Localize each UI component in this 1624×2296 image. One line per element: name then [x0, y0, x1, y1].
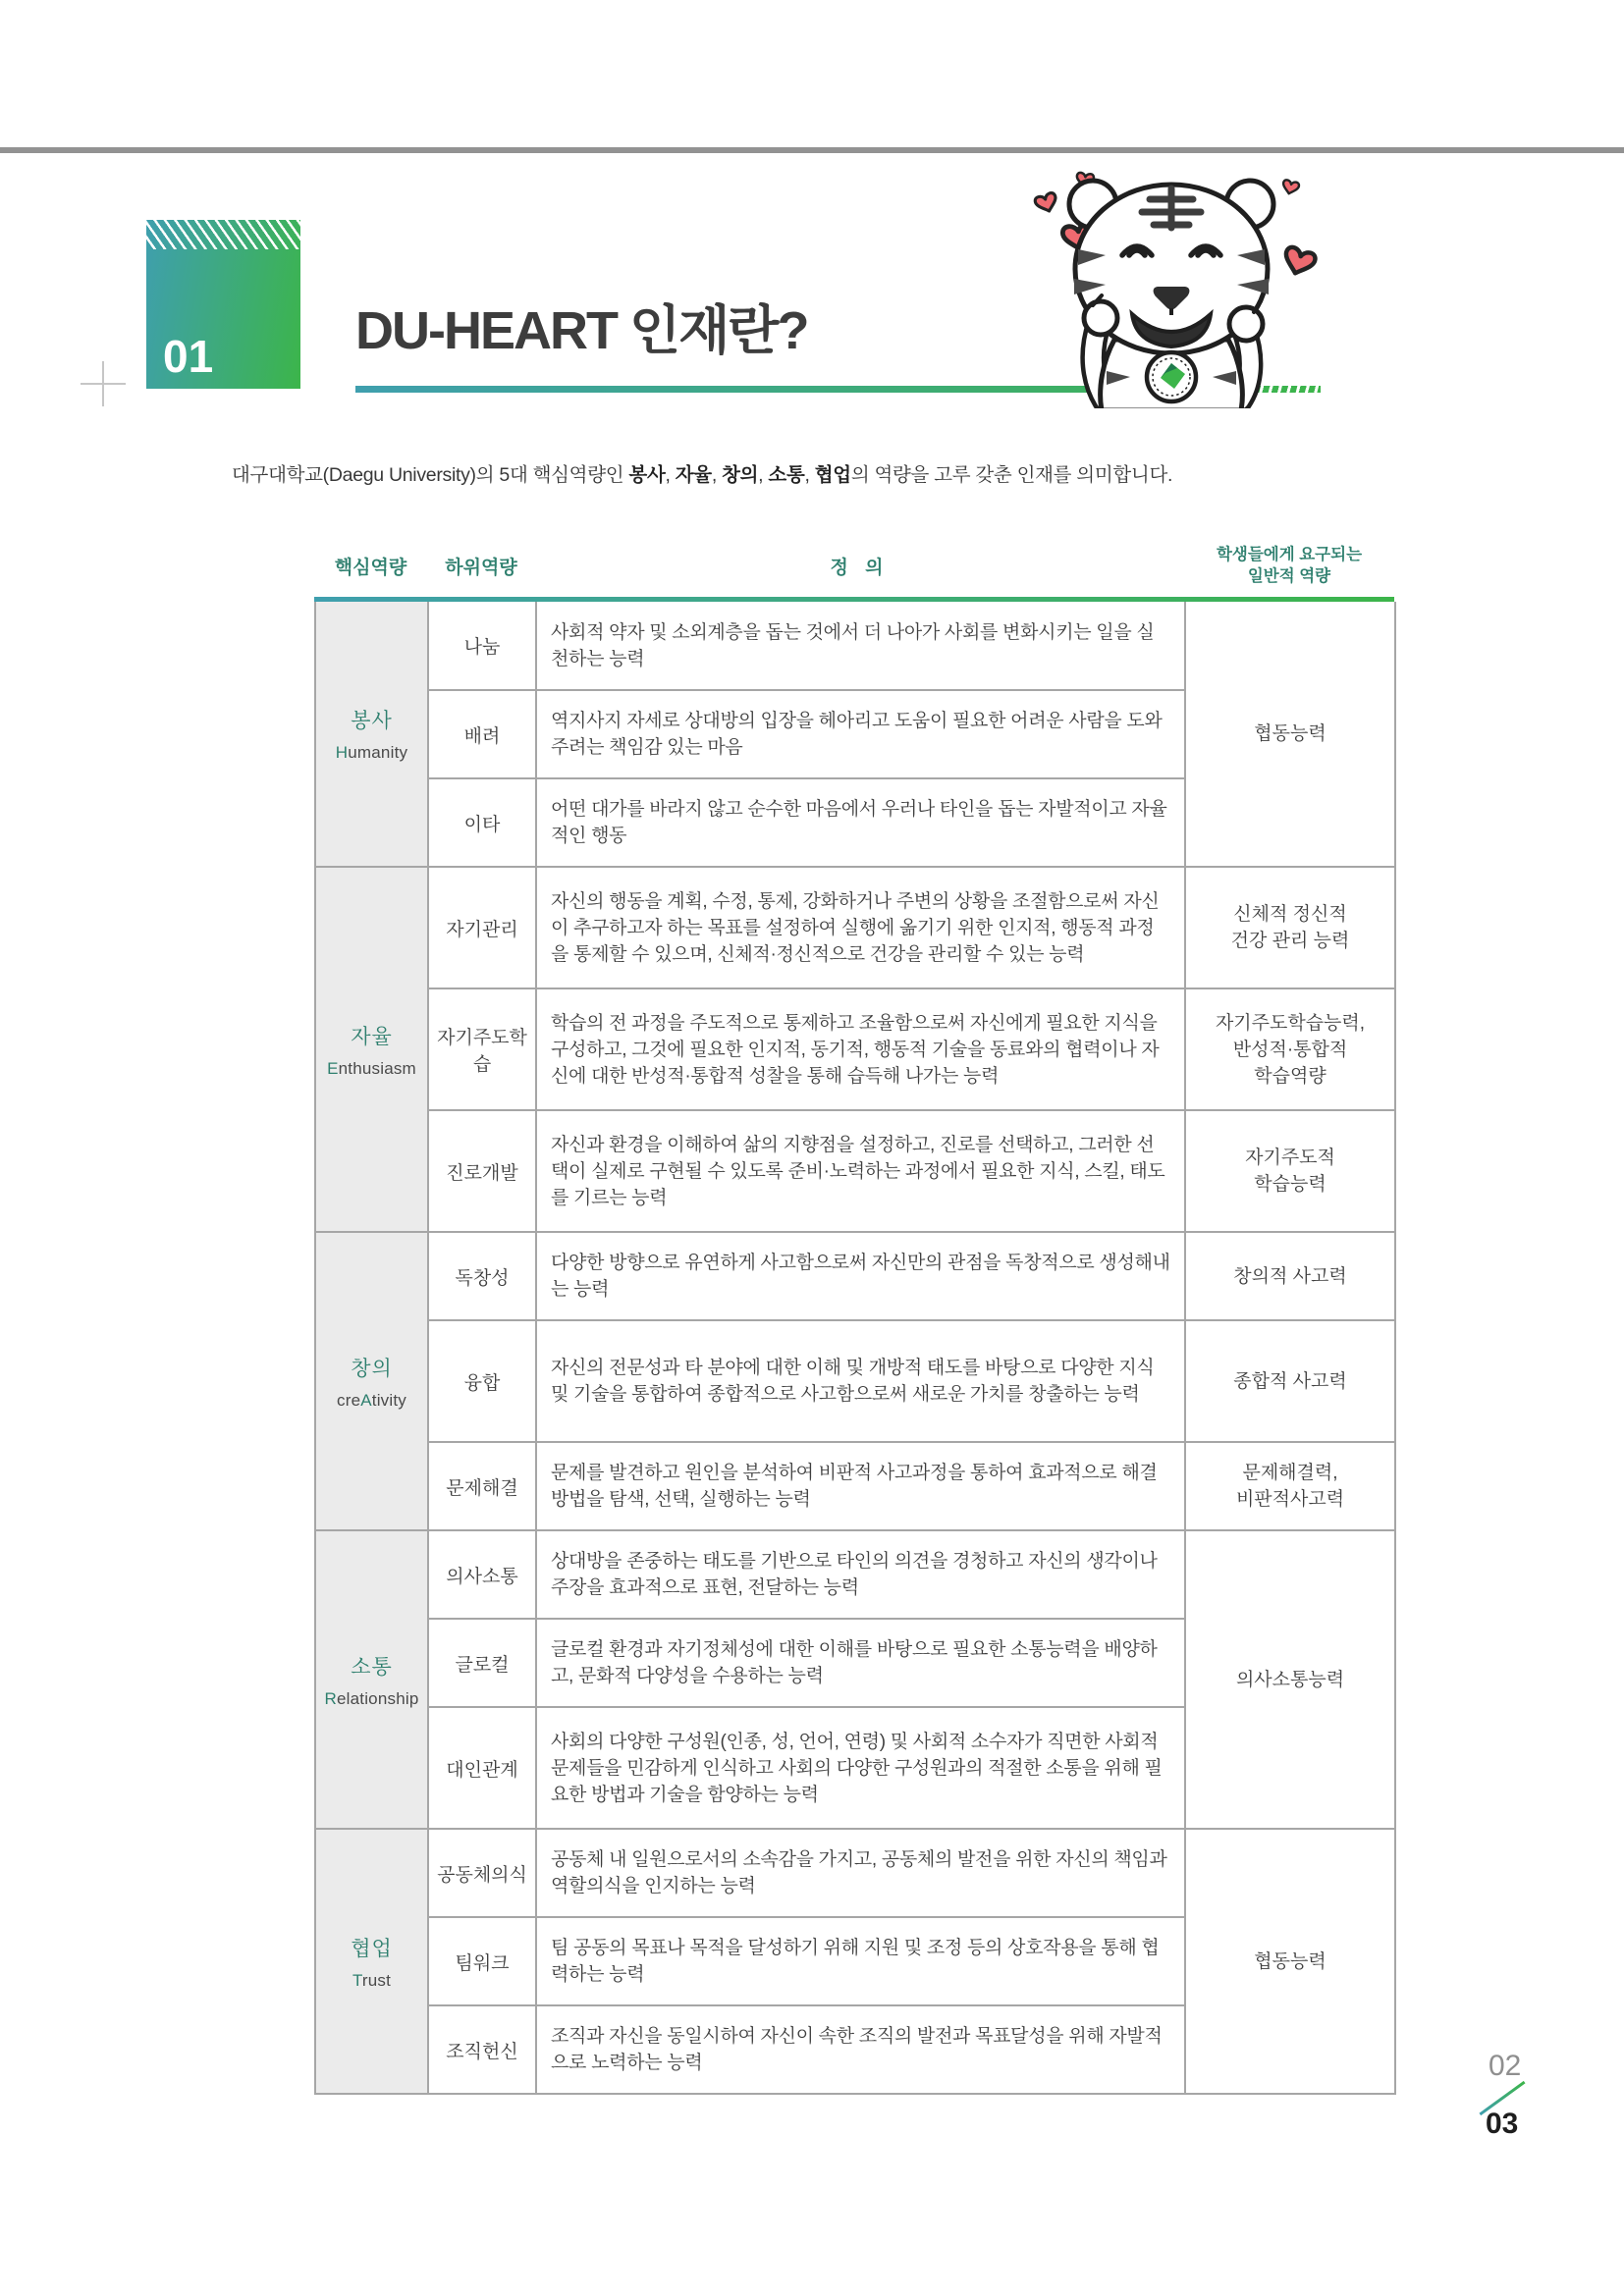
definition-cell: 역지사지 자세로 상대방의 입장을 헤아리고 도움이 필요한 어려운 사람을 도와주려는 책임감 있는 마음: [536, 690, 1185, 778]
definition-cell: 어떤 대가를 바라지 않고 순수한 마음에서 우러나 타인을 돕는 자발적이고 자율적인 행동: [536, 778, 1185, 867]
table-row: [315, 1232, 1395, 1320]
core-competency-en: creAtivity: [337, 1390, 406, 1410]
definition-cell: 다양한 방향으로 유연하게 사고함으로써 자신만의 관점을 독창적으로 생성해내는 능력: [536, 1232, 1185, 1320]
core-competency-cell: [315, 867, 428, 1232]
table-row: [315, 1442, 1395, 1530]
sub-competency-cell: 글로컬: [428, 1619, 536, 1707]
definition-cell: 문제를 발견하고 원인을 분석하여 비판적 사고과정을 통하여 효과적으로 해결방법을 탐색, 선택, 실행하는 능력: [536, 1442, 1185, 1530]
definition-cell: 사회의 다양한 구성원(인종, 성, 언어, 연령) 및 사회적 소수자가 직면한 사회적 문제들을 민감하게 인식하고 사회의 다양한 구성원과의 적절한 소통을 위해 필요한 방법과 기술을 함양하는 능력: [536, 1707, 1185, 1829]
definition-cell: 학습의 전 과정을 주도적으로 통제하고 조율함으로써 자신에게 필요한 지식을 구성하고, 그것에 필요한 인지적, 동기적, 행동적 기술을 동료와의 협력이나 자신에 대한 반성적·통합적 성찰을 통해 습득해 나가는 능력: [536, 988, 1185, 1110]
definition-cell: 글로컬 환경과 자기정체성에 대한 이해를 바탕으로 필요한 소통능력을 배양하고, 문화적 다양성을 수용하는 능력: [536, 1619, 1185, 1707]
intro-text: 대구대학교(Daegu University)의 5대 핵심역량인 봉사, 자율, 창의, 소통, 협업의 역량을 고루 갖춘 인재를 의미합니다.: [232, 464, 1173, 486]
page-title: DU-HEART 인재란?: [355, 301, 808, 360]
intro-term: 봉사: [628, 464, 666, 486]
definition-cell: 상대방을 존중하는 태도를 기반으로 타인의 의견을 경청하고 자신의 생각이나 주장을 효과적으로 표현, 전달하는 능력: [536, 1530, 1185, 1619]
sub-competency-cell: 배려: [428, 690, 536, 778]
intro-term: 소통: [768, 464, 805, 486]
sub-competency-cell: 자기관리: [428, 867, 536, 988]
definition-cell: 사회적 약자 및 소외계층을 돕는 것에서 더 나아가 사회를 변화시키는 일을 실천하는 능력: [536, 602, 1185, 690]
core-competency-kr: 창의: [351, 1357, 393, 1380]
core-competency-cell: [315, 1530, 428, 1829]
core-competency-cell: [315, 1829, 428, 2094]
table-row: [315, 867, 1395, 988]
table-header-core: 핵심역량: [334, 557, 407, 578]
intro-term: 창의: [722, 464, 759, 486]
table-row: [315, 1530, 1395, 1619]
general-competency-cell: 종합적 사고력: [1185, 1320, 1395, 1442]
sub-competency-cell: 조직헌신: [428, 2005, 536, 2094]
section-number: 01: [163, 331, 214, 382]
table-header-sub: 하위역량: [445, 557, 517, 578]
intro-term: 자율: [675, 464, 712, 486]
sub-competency-cell: 공동체의식: [428, 1829, 536, 1917]
core-competency-en: Trust: [352, 1970, 392, 1990]
intro-term: 협업: [814, 464, 851, 486]
intro-tail: 의 역량을 고루 갖춘 인재를 의미합니다.: [850, 464, 1173, 486]
table-header-row: [314, 540, 1394, 591]
core-competency-kr: 봉사: [351, 710, 393, 732]
core-competency-kr: 소통: [351, 1655, 393, 1679]
sub-competency-cell: 나눔: [428, 602, 536, 690]
section-number-badge: [146, 220, 300, 389]
table-row: [315, 1320, 1395, 1442]
table-row: [315, 1110, 1395, 1232]
badge-hatch-pattern: [146, 220, 300, 249]
general-competency-cell: 의사소통능력: [1185, 1530, 1395, 1829]
sub-competency-cell: 진로개발: [428, 1110, 536, 1232]
tiger-mascot-illustration: [967, 153, 1321, 408]
sub-competency-cell: 융합: [428, 1320, 536, 1442]
table-header-general: 학생들에게 요구되는 일반적 역량: [1216, 546, 1363, 585]
top-rule: [0, 147, 1624, 153]
core-competency-en: Relationship: [324, 1688, 419, 1708]
table-row: [315, 1829, 1395, 1917]
sub-competency-cell: 의사소통: [428, 1530, 536, 1619]
core-competency-en: Enthusiasm: [327, 1058, 416, 1078]
page-number-current: 03: [1486, 2108, 1519, 2140]
general-competency-cell: 문제해결력, 비판적사고력: [1185, 1442, 1395, 1530]
competency-table: [314, 540, 1394, 2095]
general-competency-cell: 창의적 사고력: [1185, 1232, 1395, 1320]
page-number-prev: 02: [1489, 2050, 1522, 2082]
general-competency-cell: 협동능력: [1185, 1829, 1395, 2094]
general-competency-cell: 신체적 정신적 건강 관리 능력: [1185, 867, 1395, 988]
sub-competency-cell: 대인관계: [428, 1707, 536, 1829]
sub-competency-cell: 팀워크: [428, 1917, 536, 2005]
core-competency-en: Humanity: [335, 743, 408, 762]
general-competency-cell: 자기주도적 학습능력: [1185, 1110, 1395, 1232]
sub-competency-cell: 독창성: [428, 1232, 536, 1320]
definition-cell: 자신의 행동을 계획, 수정, 통제, 강화하거나 주변의 상황을 조절함으로써 자신이 추구하고자 하는 목표를 설정하여 실행에 옮기기 위한 인지적, 행동적 과정을 통제할 수 있으며, 신체적·정신적으로 건강을 관리할 수 있는 능력: [536, 867, 1185, 988]
crop-mark: [81, 361, 126, 406]
definition-cell: 자신의 전문성과 타 분야에 대한 이해 및 개방적 태도를 바탕으로 다양한 지식 및 기술을 통합하여 종합적으로 사고함으로써 새로운 가치를 창출하는 능력: [536, 1320, 1185, 1442]
table-row: [315, 988, 1395, 1110]
intro-lead: 대구대학교(Daegu University)의 5대 핵심역량인: [232, 464, 629, 486]
general-competency-cell: 자기주도학습능력, 반성적·통합적 학습역량: [1185, 988, 1395, 1110]
definition-cell: 공동체 내 일원으로서의 소속감을 가지고, 공동체의 발전을 위한 자신의 책임과 역할의식을 인지하는 능력: [536, 1829, 1185, 1917]
definition-cell: 자신과 환경을 이해하여 삶의 지향점을 설정하고, 진로를 선택하고, 그러한 선택이 실제로 구현될 수 있도록 준비·노력하는 과정에서 필요한 지식, 스킬, 태도를 기르는 능력: [536, 1110, 1185, 1232]
sub-competency-cell: 자기주도학습: [428, 988, 536, 1110]
definition-cell: 조직과 자신을 동일시하여 자신이 속한 조직의 발전과 목표달성을 위해 자발적으로 노력하는 능력: [536, 2005, 1185, 2094]
core-competency-kr: 협업: [351, 1937, 393, 1960]
sub-competency-cell: 문제해결: [428, 1442, 536, 1530]
general-competency-cell: 협동능력: [1185, 602, 1395, 867]
core-competency-kr: 자율: [351, 1025, 393, 1048]
table-row: [315, 602, 1395, 690]
sub-competency-cell: 이타: [428, 778, 536, 867]
table-header-definition: 정 의: [830, 557, 890, 578]
core-competency-cell: [315, 1232, 428, 1530]
definition-cell: 팀 공동의 목표나 목적을 달성하기 위해 지원 및 조정 등의 상호작용을 통해 협력하는 능력: [536, 1917, 1185, 2005]
core-competency-cell: [315, 602, 428, 867]
